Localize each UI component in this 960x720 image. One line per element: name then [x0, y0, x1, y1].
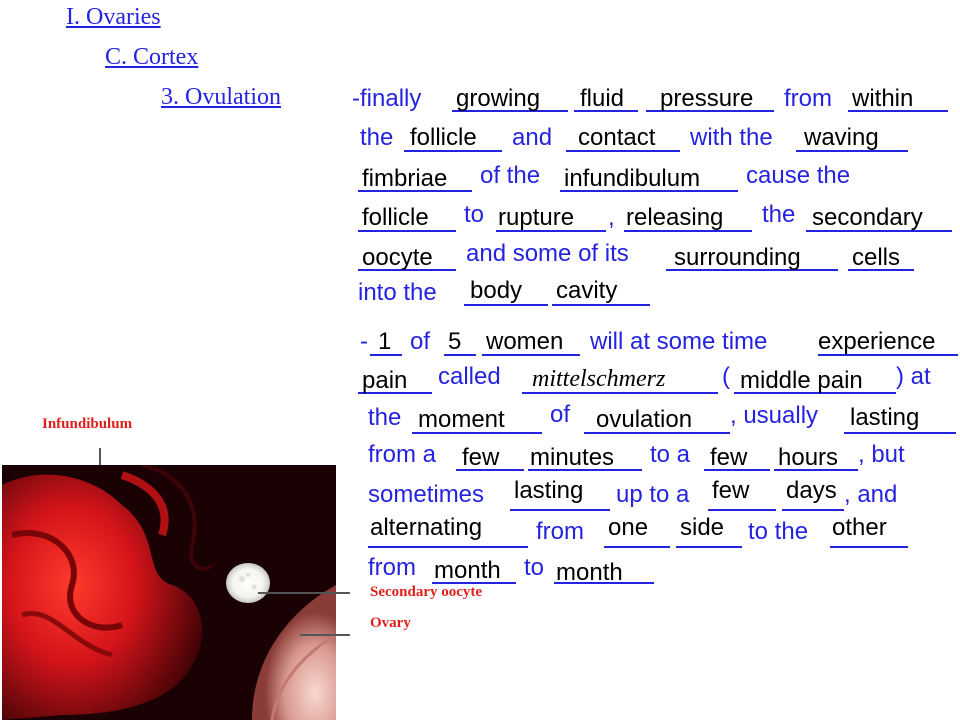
text-from-a: from a	[368, 441, 437, 468]
answer-pressure: pressure	[660, 85, 754, 112]
text-from-2: from	[536, 518, 584, 545]
answer-surrounding: surrounding	[674, 244, 801, 271]
text-paren-open: (	[722, 363, 730, 390]
answer-body: body	[470, 277, 523, 304]
text-up-to-a: up to a	[616, 481, 690, 508]
text-from: from	[784, 85, 832, 112]
answer-cavity: cavity	[556, 277, 618, 304]
text-with-the: with the	[690, 124, 773, 151]
label-secondary-oocyte: Secondary oocyte	[370, 584, 483, 600]
answer-lasting: lasting	[850, 404, 920, 431]
answer-lasting-2: lasting	[514, 477, 584, 504]
blank-line	[782, 509, 844, 511]
text-but: , but	[858, 441, 905, 468]
text-into-the: into the	[358, 279, 437, 306]
text-to-3: to	[524, 554, 545, 581]
answer-one: one	[608, 514, 649, 541]
text-to: to	[464, 201, 485, 228]
answer-5: 5	[448, 328, 462, 355]
pointer-line	[258, 592, 350, 594]
text-the-p2: the	[368, 404, 402, 431]
answer-rupture: rupture	[498, 204, 575, 231]
answer-contact: contact	[578, 124, 656, 151]
answer-side: side	[680, 514, 725, 541]
blank-line	[844, 432, 956, 434]
text-usually: , usually	[730, 402, 819, 429]
pointer-line	[300, 634, 350, 636]
answer-few-2: few	[710, 444, 748, 471]
text-paren-at: ) at	[896, 363, 931, 390]
blank-line	[604, 546, 670, 548]
text-to-a: to a	[650, 441, 691, 468]
text-the-2: the	[762, 201, 796, 228]
text-of: of	[410, 328, 431, 355]
text-to-the: to the	[748, 518, 809, 545]
label-ovary: Ovary	[370, 615, 411, 631]
text-of-2: of	[550, 401, 571, 428]
answer-pain: pain	[362, 367, 408, 394]
text-will: will at some time	[590, 328, 768, 355]
answer-ovulation: ovulation	[596, 406, 693, 433]
answer-infundibulum: infundibulum	[564, 165, 701, 192]
outline-level3: 3. Ovulation	[161, 84, 281, 110]
answer-within: within	[852, 85, 914, 112]
answer-month-2: month	[556, 559, 623, 586]
text-and: and	[512, 124, 553, 151]
answer-experience: experience	[818, 328, 936, 355]
outline-level1: I. Ovaries	[66, 4, 161, 30]
answer-fimbriae: fimbriae	[362, 165, 448, 192]
text-finally: -finally	[352, 85, 422, 112]
text-sometimes: sometimes	[368, 481, 485, 508]
answer-releasing: releasing	[626, 204, 724, 231]
outline-level2: C. Cortex	[105, 44, 199, 70]
blank-line	[676, 546, 742, 548]
text-of-the: of the	[480, 162, 541, 189]
answer-middle-pain: middle pain	[740, 367, 863, 394]
answer-waving: waving	[804, 124, 879, 151]
label-infundibulum: Infundibulum	[42, 416, 133, 432]
answer-mittelschmerz: mittelschmerz	[532, 366, 666, 392]
text-dash: -	[360, 328, 368, 355]
answer-days: days	[786, 477, 837, 504]
answer-secondary: secondary	[812, 204, 923, 231]
blank-line	[708, 509, 776, 511]
text-called: called	[438, 363, 501, 390]
answer-follicle: follicle	[410, 124, 477, 151]
answer-growing: growing	[456, 85, 541, 112]
answer-fluid: fluid	[580, 85, 625, 112]
answer-other: other	[832, 514, 887, 541]
answer-women: women	[486, 328, 564, 355]
text-cause-the: cause the	[746, 162, 851, 189]
blank-line	[510, 509, 610, 511]
text-and-some: and some of its	[466, 240, 629, 267]
text-and-p2: , and	[844, 481, 898, 508]
answer-hours: hours	[778, 444, 839, 471]
answer-cells: cells	[852, 244, 901, 271]
blank-line	[830, 546, 908, 548]
answer-alternating: alternating	[370, 514, 483, 541]
answer-1: 1	[378, 328, 392, 355]
answer-follicle-2: follicle	[362, 204, 429, 231]
answer-few: few	[462, 444, 500, 471]
answer-month: month	[434, 557, 501, 584]
text-from-3: from	[368, 554, 416, 581]
text-comma: ,	[608, 204, 615, 231]
text-the: the	[360, 124, 394, 151]
answer-moment: moment	[418, 406, 505, 433]
blank-line	[368, 546, 528, 548]
answer-minutes: minutes	[530, 444, 615, 471]
answer-oocyte: oocyte	[362, 244, 433, 271]
answer-few-3: few	[712, 477, 750, 504]
